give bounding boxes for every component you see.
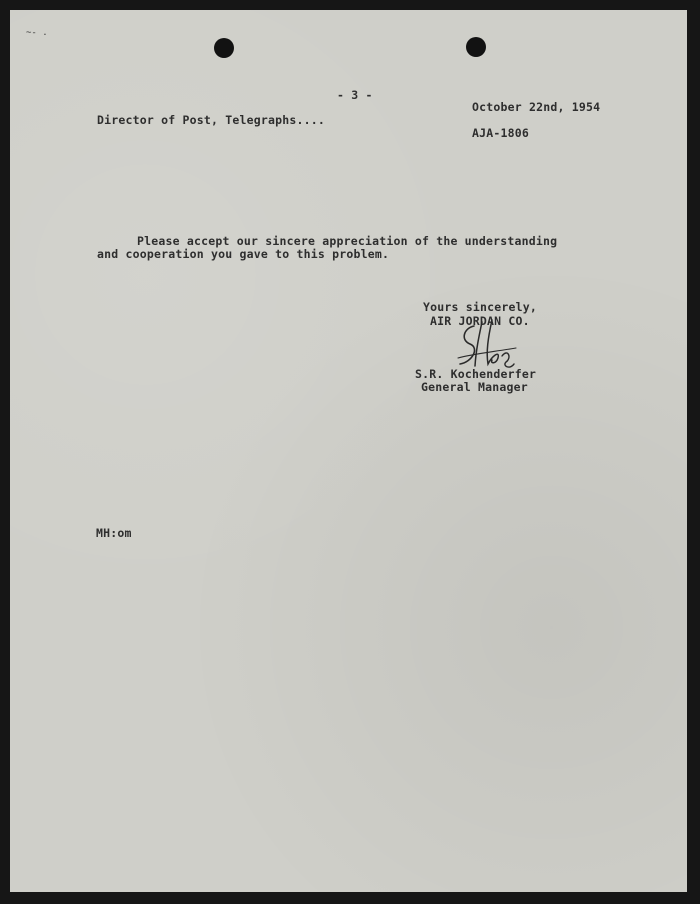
recipient-line: Director of Post, Telegraphs.... bbox=[97, 113, 325, 127]
page-number: - 3 - bbox=[337, 88, 373, 102]
letter-date: October 22nd, 1954 bbox=[472, 100, 601, 114]
punch-hole-right bbox=[466, 37, 486, 57]
typist-initials: MH:om bbox=[96, 526, 132, 540]
reference-number: AJA-1806 bbox=[472, 126, 529, 140]
punch-hole-left bbox=[214, 38, 234, 58]
company-name: AIR JORDAN CO. bbox=[430, 314, 530, 328]
letter-sheet bbox=[10, 10, 687, 892]
signer-title: General Manager bbox=[421, 380, 528, 394]
body-line-2: and cooperation you gave to this problem. bbox=[97, 247, 390, 261]
closing: Yours sincerely, bbox=[423, 300, 537, 314]
signer-name: S.R. Kochenderfer bbox=[415, 367, 537, 381]
body-line-1: Please accept our sincere appreciation of the understanding bbox=[137, 234, 558, 248]
corner-mark: ~- . bbox=[26, 28, 48, 38]
